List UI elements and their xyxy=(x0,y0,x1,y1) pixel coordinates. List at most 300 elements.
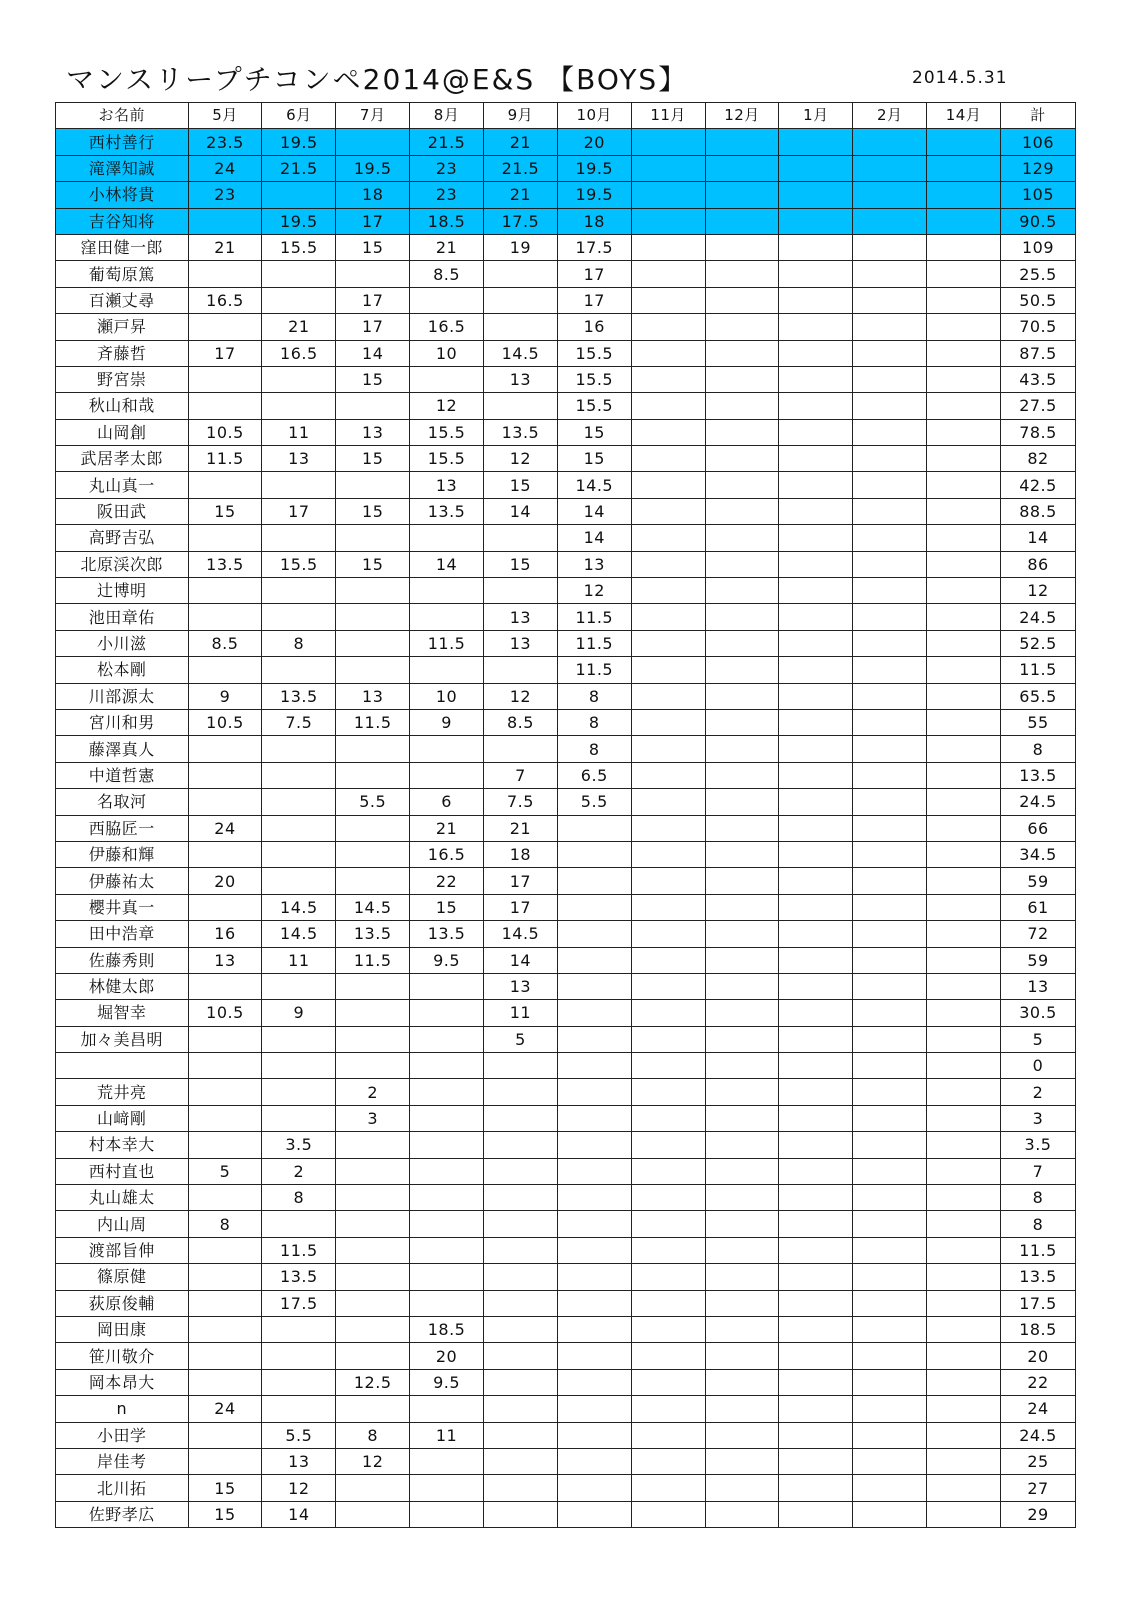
total-cell: 24.5 xyxy=(1001,604,1076,630)
table-row xyxy=(56,1396,1076,1422)
player-name-cell: 松本剛 xyxy=(56,657,189,683)
score-cell xyxy=(483,1211,557,1237)
score-cell xyxy=(188,1448,262,1474)
score-cell xyxy=(853,234,927,260)
score-cell: 14.5 xyxy=(262,921,336,947)
score-cell xyxy=(631,129,705,155)
score-cell xyxy=(779,1343,853,1369)
score-cell xyxy=(853,815,927,841)
score-cell: 15 xyxy=(483,551,557,577)
score-cell xyxy=(705,841,779,867)
score-cell: 8.5 xyxy=(483,709,557,735)
score-cell xyxy=(631,498,705,524)
score-cell xyxy=(631,1369,705,1395)
total-cell: 72 xyxy=(1001,921,1076,947)
score-cell xyxy=(631,1026,705,1052)
table-row xyxy=(56,525,1076,551)
score-cell xyxy=(262,657,336,683)
score-cell xyxy=(188,736,262,762)
score-cell xyxy=(262,789,336,815)
score-cell xyxy=(483,1422,557,1448)
score-cell xyxy=(336,1501,410,1527)
score-cell xyxy=(336,393,410,419)
score-cell xyxy=(853,129,927,155)
score-cell xyxy=(705,472,779,498)
score-cell xyxy=(631,973,705,999)
column-header: 1月 xyxy=(779,103,853,129)
score-cell: 8 xyxy=(262,1185,336,1211)
column-header: 7月 xyxy=(336,103,410,129)
score-cell xyxy=(188,1185,262,1211)
score-cell: 16 xyxy=(188,921,262,947)
score-cell xyxy=(631,894,705,920)
score-cell xyxy=(262,393,336,419)
score-cell xyxy=(483,1316,557,1342)
score-cell xyxy=(705,498,779,524)
score-cell xyxy=(927,736,1001,762)
score-cell xyxy=(631,340,705,366)
total-cell: 87.5 xyxy=(1001,340,1076,366)
score-cell: 16.5 xyxy=(188,287,262,313)
score-cell xyxy=(853,1105,927,1131)
score-cell: 14 xyxy=(262,1501,336,1527)
score-cell xyxy=(853,709,927,735)
score-cell xyxy=(779,762,853,788)
score-cell xyxy=(927,947,1001,973)
score-cell: 14.5 xyxy=(336,894,410,920)
score-cell xyxy=(631,657,705,683)
score-cell xyxy=(336,973,410,999)
score-cell xyxy=(188,973,262,999)
score-cell xyxy=(853,1000,927,1026)
score-cell xyxy=(927,762,1001,788)
score-cell xyxy=(705,604,779,630)
score-cell xyxy=(188,578,262,604)
table-row xyxy=(56,314,1076,340)
score-cell xyxy=(631,1158,705,1184)
score-cell xyxy=(410,1501,484,1527)
score-cell xyxy=(336,630,410,656)
score-cell: 9.5 xyxy=(410,1369,484,1395)
score-cell xyxy=(336,1290,410,1316)
score-cell xyxy=(410,1000,484,1026)
score-cell xyxy=(631,1211,705,1237)
player-name-cell: 村本幸大 xyxy=(56,1132,189,1158)
score-cell xyxy=(410,1211,484,1237)
score-cell xyxy=(927,1079,1001,1105)
score-cell xyxy=(853,340,927,366)
score-cell xyxy=(853,1053,927,1079)
score-cell xyxy=(705,1448,779,1474)
score-cell xyxy=(410,604,484,630)
score-cell xyxy=(336,261,410,287)
score-cell xyxy=(853,1132,927,1158)
score-cell xyxy=(483,525,557,551)
score-cell xyxy=(853,182,927,208)
total-cell: 7 xyxy=(1001,1158,1076,1184)
score-cell xyxy=(631,551,705,577)
table-row xyxy=(56,1343,1076,1369)
score-cell: 19.5 xyxy=(557,155,631,181)
score-cell xyxy=(483,1396,557,1422)
score-cell: 14.5 xyxy=(483,340,557,366)
score-cell: 21 xyxy=(188,234,262,260)
score-cell xyxy=(483,1079,557,1105)
score-cell: 15 xyxy=(336,498,410,524)
score-cell: 8 xyxy=(188,1211,262,1237)
score-cell: 12 xyxy=(557,578,631,604)
score-cell xyxy=(262,1343,336,1369)
player-name-cell: 西村直也 xyxy=(56,1158,189,1184)
score-cell xyxy=(779,1501,853,1527)
score-cell: 7.5 xyxy=(262,709,336,735)
score-cell xyxy=(853,1185,927,1211)
score-cell: 17 xyxy=(188,340,262,366)
total-cell: 3.5 xyxy=(1001,1132,1076,1158)
score-cell xyxy=(410,973,484,999)
score-cell xyxy=(779,947,853,973)
score-cell xyxy=(336,604,410,630)
score-cell xyxy=(631,314,705,340)
table-row xyxy=(56,1000,1076,1026)
score-cell xyxy=(853,1396,927,1422)
score-cell xyxy=(853,973,927,999)
player-name-cell: 池田章佑 xyxy=(56,604,189,630)
score-cell xyxy=(336,815,410,841)
score-cell xyxy=(631,366,705,392)
score-cell xyxy=(705,208,779,234)
score-cell xyxy=(705,789,779,815)
total-cell: 8 xyxy=(1001,1185,1076,1211)
score-cell xyxy=(927,525,1001,551)
score-cell: 10 xyxy=(410,340,484,366)
score-cell xyxy=(631,1264,705,1290)
score-cell: 15 xyxy=(557,419,631,445)
total-cell: 11.5 xyxy=(1001,657,1076,683)
score-cell xyxy=(262,1026,336,1052)
score-cell xyxy=(336,1158,410,1184)
score-cell xyxy=(262,1316,336,1342)
score-cell xyxy=(410,1396,484,1422)
score-cell xyxy=(705,446,779,472)
score-cell xyxy=(927,182,1001,208)
score-cell xyxy=(705,525,779,551)
table-row xyxy=(56,841,1076,867)
total-cell: 59 xyxy=(1001,947,1076,973)
score-cell xyxy=(336,1343,410,1369)
player-name-cell: 葡萄原篤 xyxy=(56,261,189,287)
score-cell xyxy=(853,1475,927,1501)
score-cell xyxy=(631,155,705,181)
score-cell xyxy=(779,1290,853,1316)
score-cell: 13.5 xyxy=(262,683,336,709)
score-cell xyxy=(927,287,1001,313)
score-cell xyxy=(853,525,927,551)
table-row xyxy=(56,709,1076,735)
player-name-cell: 宮川和男 xyxy=(56,709,189,735)
score-cell: 14.5 xyxy=(557,472,631,498)
score-cell xyxy=(927,894,1001,920)
score-cell xyxy=(705,366,779,392)
score-cell xyxy=(779,314,853,340)
score-cell: 13.5 xyxy=(188,551,262,577)
score-cell xyxy=(631,1475,705,1501)
player-name-cell: 藤澤真人 xyxy=(56,736,189,762)
score-cell xyxy=(779,182,853,208)
score-cell xyxy=(927,1026,1001,1052)
score-cell xyxy=(927,604,1001,630)
score-cell: 23.5 xyxy=(188,129,262,155)
table-row xyxy=(56,736,1076,762)
score-cell xyxy=(927,630,1001,656)
score-cell xyxy=(410,1026,484,1052)
score-cell xyxy=(557,921,631,947)
score-cell xyxy=(631,1053,705,1079)
score-cell: 12 xyxy=(483,446,557,472)
table-row xyxy=(56,1422,1076,1448)
score-cell: 8 xyxy=(262,630,336,656)
score-cell xyxy=(410,366,484,392)
score-cell xyxy=(705,868,779,894)
score-cell xyxy=(705,1396,779,1422)
score-cell xyxy=(853,1369,927,1395)
score-cell: 15 xyxy=(188,498,262,524)
total-cell: 17.5 xyxy=(1001,1290,1076,1316)
score-cell xyxy=(336,1264,410,1290)
score-cell xyxy=(779,1026,853,1052)
score-cell xyxy=(705,1105,779,1131)
score-cell: 7 xyxy=(483,762,557,788)
score-cell: 12 xyxy=(336,1448,410,1474)
score-cell xyxy=(483,1343,557,1369)
score-cell: 5.5 xyxy=(336,789,410,815)
score-cell: 20 xyxy=(557,129,631,155)
score-cell xyxy=(927,1132,1001,1158)
score-cell xyxy=(557,1211,631,1237)
score-cell xyxy=(631,1132,705,1158)
header-row xyxy=(56,103,1076,129)
column-header: 計 xyxy=(1001,103,1076,129)
score-cell xyxy=(853,683,927,709)
total-cell: 88.5 xyxy=(1001,498,1076,524)
table-row xyxy=(56,419,1076,445)
score-cell xyxy=(336,868,410,894)
score-cell xyxy=(779,1053,853,1079)
score-cell: 3 xyxy=(336,1105,410,1131)
score-cell xyxy=(262,525,336,551)
score-cell xyxy=(705,815,779,841)
score-cell: 21 xyxy=(483,129,557,155)
score-cell xyxy=(705,155,779,181)
total-cell: 27 xyxy=(1001,1475,1076,1501)
score-cell xyxy=(853,1237,927,1263)
score-cell xyxy=(557,1079,631,1105)
score-cell: 5 xyxy=(483,1026,557,1052)
table-row xyxy=(56,287,1076,313)
score-cell xyxy=(779,446,853,472)
score-cell xyxy=(188,1053,262,1079)
player-name-cell: 丸山雄太 xyxy=(56,1185,189,1211)
score-cell: 11.5 xyxy=(188,446,262,472)
table-row xyxy=(56,1079,1076,1105)
score-cell xyxy=(188,762,262,788)
score-cell xyxy=(853,393,927,419)
player-name-cell: 名取河 xyxy=(56,789,189,815)
player-name-cell: 川部源太 xyxy=(56,683,189,709)
score-cell xyxy=(631,868,705,894)
total-cell: 90.5 xyxy=(1001,208,1076,234)
score-cell xyxy=(557,868,631,894)
score-cell: 17.5 xyxy=(483,208,557,234)
score-cell: 17 xyxy=(483,868,557,894)
player-name-cell: 高野吉弘 xyxy=(56,525,189,551)
score-cell xyxy=(705,1000,779,1026)
score-cell: 10.5 xyxy=(188,419,262,445)
total-cell: 24 xyxy=(1001,1396,1076,1422)
score-cell: 13 xyxy=(557,551,631,577)
total-cell: 109 xyxy=(1001,234,1076,260)
score-cell xyxy=(557,1158,631,1184)
score-cell xyxy=(927,551,1001,577)
score-cell xyxy=(631,1396,705,1422)
table-row xyxy=(56,1448,1076,1474)
total-cell: 66 xyxy=(1001,815,1076,841)
score-cell: 7.5 xyxy=(483,789,557,815)
score-cell xyxy=(483,1501,557,1527)
score-cell xyxy=(188,841,262,867)
score-cell xyxy=(262,1369,336,1395)
score-cell: 18.5 xyxy=(410,208,484,234)
score-cell: 13.5 xyxy=(483,419,557,445)
score-cell xyxy=(705,393,779,419)
score-cell: 15.5 xyxy=(410,446,484,472)
score-cell: 20 xyxy=(188,868,262,894)
total-cell: 24.5 xyxy=(1001,1422,1076,1448)
score-cell: 14.5 xyxy=(262,894,336,920)
total-cell: 106 xyxy=(1001,129,1076,155)
table-row xyxy=(56,498,1076,524)
score-cell: 2 xyxy=(262,1158,336,1184)
score-cell: 14 xyxy=(483,498,557,524)
total-cell: 13.5 xyxy=(1001,762,1076,788)
total-cell: 20 xyxy=(1001,1343,1076,1369)
score-cell xyxy=(262,287,336,313)
table-row xyxy=(56,1290,1076,1316)
player-name-cell: 野宮崇 xyxy=(56,366,189,392)
table-row xyxy=(56,947,1076,973)
table-row xyxy=(56,578,1076,604)
score-cell: 19 xyxy=(483,234,557,260)
player-name-cell: 岸佳考 xyxy=(56,1448,189,1474)
table-row xyxy=(56,1026,1076,1052)
player-name-cell: 伊藤祐太 xyxy=(56,868,189,894)
player-name-cell: 小田学 xyxy=(56,1422,189,1448)
score-cell xyxy=(336,1475,410,1501)
score-cell xyxy=(779,1316,853,1342)
score-cell: 21 xyxy=(262,314,336,340)
player-name-cell: 堀智幸 xyxy=(56,1000,189,1026)
table-row xyxy=(56,630,1076,656)
score-cell xyxy=(705,340,779,366)
score-cell: 3.5 xyxy=(262,1132,336,1158)
score-cell xyxy=(853,1448,927,1474)
score-cell xyxy=(557,1448,631,1474)
score-cell xyxy=(410,1079,484,1105)
score-cell xyxy=(927,1053,1001,1079)
score-cell xyxy=(705,578,779,604)
score-cell xyxy=(927,1211,1001,1237)
score-cell xyxy=(188,314,262,340)
score-cell xyxy=(483,1290,557,1316)
score-cell xyxy=(631,1237,705,1263)
score-cell xyxy=(927,815,1001,841)
table-row xyxy=(56,1475,1076,1501)
score-cell: 13.5 xyxy=(336,921,410,947)
score-cell xyxy=(557,1132,631,1158)
score-cell: 9 xyxy=(188,683,262,709)
score-cell xyxy=(631,1290,705,1316)
score-cell xyxy=(410,1132,484,1158)
score-cell xyxy=(853,287,927,313)
score-cell xyxy=(557,973,631,999)
score-cell xyxy=(631,472,705,498)
player-name-cell: 瀬戸昇 xyxy=(56,314,189,340)
score-cell: 21 xyxy=(410,234,484,260)
score-cell xyxy=(853,1211,927,1237)
score-cell xyxy=(188,1343,262,1369)
player-name-cell: 窪田健一郎 xyxy=(56,234,189,260)
player-name-cell: 伊藤和輝 xyxy=(56,841,189,867)
score-cell xyxy=(188,1316,262,1342)
score-cell xyxy=(705,1290,779,1316)
score-cell xyxy=(927,1316,1001,1342)
score-cell xyxy=(853,1316,927,1342)
score-cell xyxy=(779,683,853,709)
score-cell: 13.5 xyxy=(410,921,484,947)
score-cell xyxy=(705,1053,779,1079)
score-cell xyxy=(779,1448,853,1474)
column-header: お名前 xyxy=(56,103,189,129)
score-cell xyxy=(410,762,484,788)
score-cell xyxy=(927,208,1001,234)
score-cell xyxy=(705,762,779,788)
score-cell xyxy=(779,1211,853,1237)
player-name-cell: 滝澤知誠 xyxy=(56,155,189,181)
score-cell xyxy=(483,1132,557,1158)
score-cell xyxy=(779,551,853,577)
total-cell: 25.5 xyxy=(1001,261,1076,287)
score-cell xyxy=(705,287,779,313)
score-cell: 20 xyxy=(410,1343,484,1369)
player-name-cell: 百瀬丈尋 xyxy=(56,287,189,313)
score-cell xyxy=(779,921,853,947)
score-cell xyxy=(853,921,927,947)
score-cell xyxy=(853,789,927,815)
score-cell xyxy=(853,1422,927,1448)
score-cell xyxy=(410,1448,484,1474)
score-cell: 17 xyxy=(483,894,557,920)
total-cell: 12 xyxy=(1001,578,1076,604)
total-cell: 59 xyxy=(1001,868,1076,894)
score-cell: 8 xyxy=(557,736,631,762)
table-row xyxy=(56,868,1076,894)
total-cell: 14 xyxy=(1001,525,1076,551)
score-cell xyxy=(853,261,927,287)
score-cell: 15 xyxy=(188,1501,262,1527)
score-cell xyxy=(262,1211,336,1237)
total-cell: 8 xyxy=(1001,736,1076,762)
score-cell xyxy=(631,1422,705,1448)
